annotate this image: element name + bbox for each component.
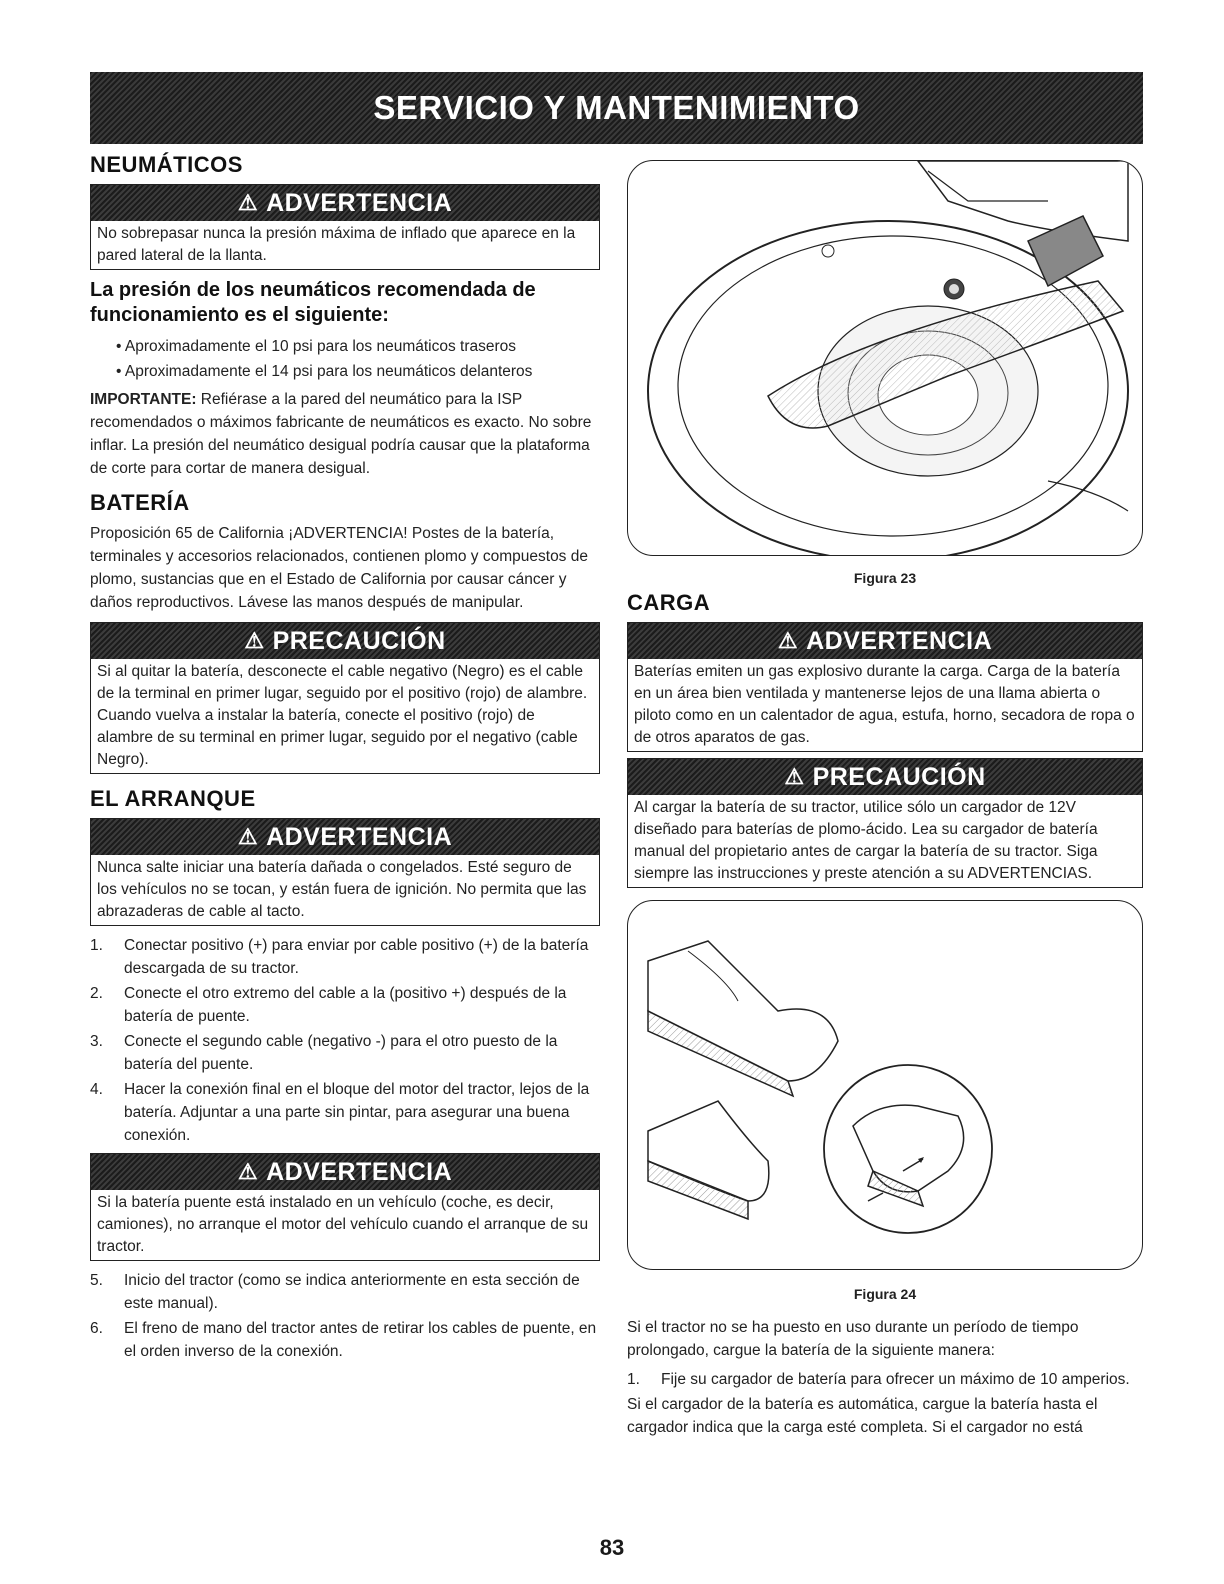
list-item: 6. El freno de mano del tractor antes de retirar los cables de puente, en el orden inverso de la conexión. — [90, 1320, 597, 1360]
figure-24 — [627, 900, 1143, 1270]
warning-header: ⚠ ADVERTENCIA — [91, 819, 599, 855]
start-steps — [90, 934, 600, 1147]
warning-triangle-icon: ⚠ — [237, 1159, 259, 1184]
caution-text: Al cargar la batería de su tractor, utilice sólo un cargador de 12V diseñado para baterías de plomo-ácido. Lea su cargador de batería manual del propietario antes de cargar la batería de su tractor. Siga siempre las instrucciones y preste atención a su ADVERTENCIAS. — [634, 799, 1098, 882]
warning-triangle-icon: ⚠ — [237, 824, 259, 849]
warning-text: Nunca salte iniciar una batería dañada o congelados. Esté seguro de los vehículos no se tocan, y están fuera de ignición. No permita que las abrazaderas de cable al tacto. — [97, 859, 587, 920]
start-steps-2 — [90, 1269, 600, 1363]
charge-warning-box — [627, 622, 1143, 752]
blade-sharpening-illustration — [628, 901, 1143, 1270]
important-note: IMPORTANTE: Refiérase a la pared del neumático para la ISP recomendados o máximos fabricante de neumáticos es exacto. No sobre inflar. La presión del neumático desigual podría causar que la plataforma de corte para cortar de manera desigual. — [90, 391, 592, 477]
warning-triangle-icon: ⚠ — [777, 628, 799, 653]
warning-triangle-icon: ⚠ — [237, 190, 259, 215]
start-heading: EL ARRANQUE — [90, 786, 256, 811]
list-item: 5. Inicio del tractor (como se indica anteriormente en esta sección de este manual). — [90, 1272, 580, 1312]
start-warning2-box — [90, 1153, 600, 1261]
warning-triangle-icon: ⚠ — [244, 628, 265, 653]
charge-steps — [627, 1368, 1143, 1391]
list-item: 1. Conectar positivo (+) para enviar por cable positivo (+) de la batería descargada de su tractor. — [90, 937, 589, 977]
page-number: 83 — [599, 1535, 625, 1560]
tires-heading: NEUMÁTICOS — [90, 152, 243, 177]
section-banner — [90, 72, 1143, 144]
battery-caution-box — [90, 622, 600, 774]
left-column — [90, 152, 600, 1365]
mower-blade-illustration — [628, 161, 1143, 556]
warning-header: ⚠ ADVERTENCIA — [91, 185, 599, 221]
list-item: 3. Conecte el segundo cable (negativo -) para el otro puesto de la batería del puente. — [90, 1033, 558, 1073]
warning-text: Si la batería puente está instalado en un vehículo (coche, es decir, camiones), no arranque el motor del vehículo cuando el arranque de su tractor. — [97, 1194, 589, 1255]
right-column — [627, 160, 1143, 1439]
figure-23 — [627, 160, 1143, 556]
charge-outro: Si el cargador de la batería es automática, cargue la batería hasta el cargador indica que la carga esté completa. Si el cargador no está — [627, 1396, 1098, 1436]
list-item: 1. Fije su cargador de batería para ofrecer un máximo de 10 amperios. — [627, 1371, 1130, 1388]
figure-23-caption: Figura 23 — [853, 570, 917, 586]
list-item: 2. Conecte el otro extremo del cable a la (positivo +) después de la batería de puente. — [90, 985, 567, 1025]
caution-header: ⚠ PRECAUCIÓN — [628, 759, 1142, 795]
warning-header: ⚠ ADVERTENCIA — [628, 623, 1142, 659]
charge-intro: Si el tractor no se ha puesto en uso durante un período de tiempo prolongado, cargue la batería de la siguiente manera: — [627, 1319, 1079, 1359]
caution-header: ⚠ PRECAUCIÓN — [91, 623, 599, 659]
start-warning-box — [90, 818, 600, 926]
tires-subheading: La presión de los neumáticos recomendada de funcionamiento es el siguiente: — [90, 279, 536, 326]
warning-header: ⚠ ADVERTENCIA — [91, 1154, 599, 1190]
charge-heading: CARGA — [627, 590, 711, 615]
list-item: 4. Hacer la conexión final en el bloque del motor del tractor, lejos de la batería. Adjuntar a una parte sin pintar, para asegurar una buena conexión. — [90, 1081, 590, 1144]
charge-caution-box — [627, 758, 1143, 888]
battery-text: Proposición 65 de California ¡ADVERTENCIA! Postes de la batería, terminales y accesorios relacionados, contienen plomo y compuestos de plomo, sustancias que en el Estado de California por causar cáncer y daños reproductivos. Lávese las manos después de manipular. — [90, 525, 588, 611]
section-title: SERVICIO Y MANTENIMIENTO — [373, 89, 860, 126]
warning-text: No sobrepasar nunca la presión máxima de inflado que aparece en la pared lateral de la llanta. — [97, 225, 576, 264]
list-item: • Aproximadamente el 14 psi para los neumáticos delanteros — [116, 363, 533, 380]
warning-text: Baterías emiten un gas explosivo durante la carga. Carga de la batería en un área bien ventilada y mantenerse lejos de una llama abierta o piloto como en un calentador de agua, estufa, horno, secadora de ropa o de otros aparatos de gas. — [634, 663, 1135, 746]
caution-text: Si al quitar la batería, desconecte el cable negativo (Negro) es el cable de la terminal en primer lugar, seguido por el positivo (rojo) de alambre. Cuando vuelva a instalar la batería, conecte el positivo (rojo) de alambre de su terminal en primer lugar, seguido por el negativo (cable Negro). — [97, 663, 588, 768]
battery-heading: BATERÍA — [90, 490, 190, 515]
list-item: • Aproximadamente el 10 psi para los neumáticos traseros — [116, 338, 517, 355]
figure-24-caption: Figura 24 — [853, 1286, 917, 1302]
warning-triangle-icon: ⚠ — [784, 764, 805, 789]
tires-warning-box — [90, 184, 600, 270]
